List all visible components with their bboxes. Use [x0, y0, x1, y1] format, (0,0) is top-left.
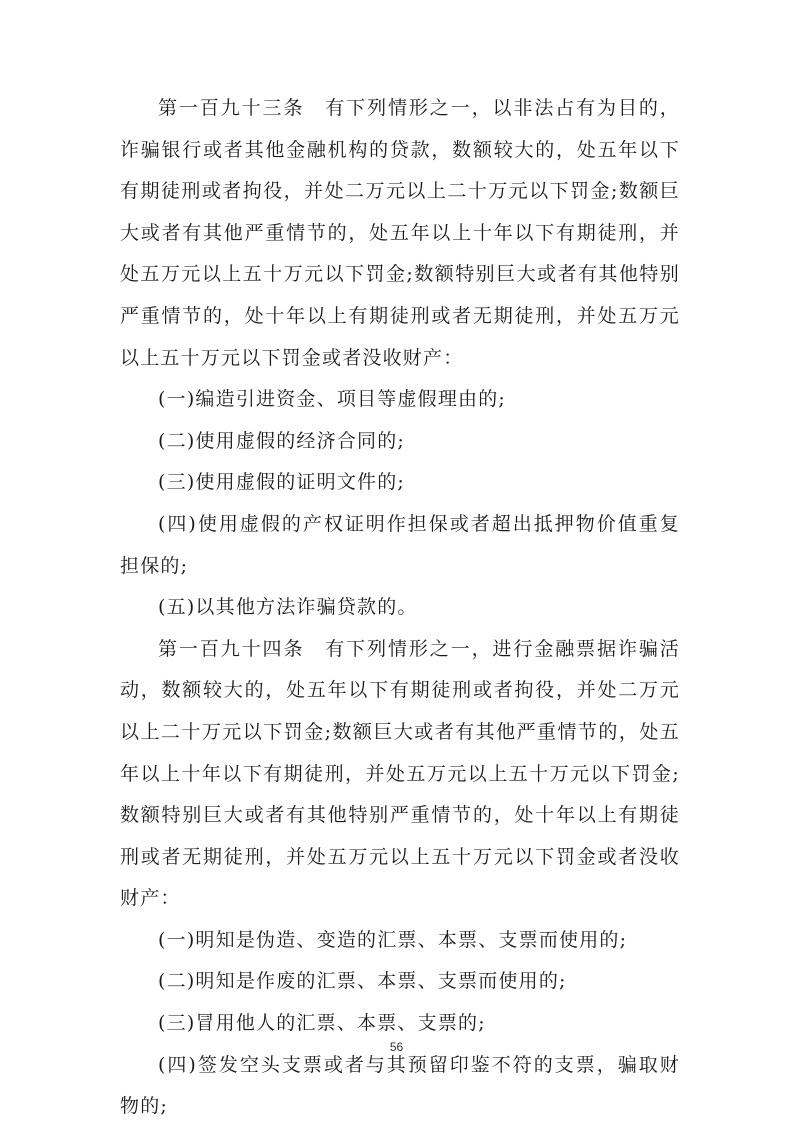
article-193-item-1: (一)编造引进资金、项目等虚假理由的; — [158, 388, 507, 411]
article-194-item-2: (二)明知是作废的汇票、本票、支票而使用的; — [158, 970, 567, 993]
article-193-item-3: (三)使用虚假的证明文件的; — [158, 471, 406, 494]
article-193-item-5: (五)以其他方法诈骗贷款的。 — [158, 596, 418, 619]
article-194-paragraph: 第一百九十四条 有下列情形之一，进行金融票据诈骗活动，数额较大的，处五年以下有期徒刑或者拘役，并处二万元以上二十万元以下罚金;数额巨大或者有其他严重情节的，处五年以上十年以下有期徒刑，并处五万元以上五十万元以下罚金;数额特别巨大或者有其他特别严重情节的，处十年以上有期徒刑或者无期徒刑，并处五万元以上五十万元以下罚金或者没收财产： — [120, 637, 680, 910]
article-193-item-2: (二)使用虚假的经济合同的; — [158, 429, 406, 452]
article-194-item-1: (一)明知是伪造、变造的汇票、本票、支票而使用的; — [158, 928, 628, 951]
article-194-item-4: (四)签发空头支票或者与其预留印鉴不符的支票，骗取财物的; — [120, 1053, 680, 1118]
document-body — [120, 88, 680, 1128]
page-number: 56 — [389, 1040, 404, 1054]
article-193-paragraph: 第一百九十三条 有下列情形之一，以非法占有为目的，诈骗银行或者其他金融机构的贷款，数额较大的，处五年以下有期徒刑或者拘役，并处二万元以上二十万元以下罚金;数额巨大或者有其他严重情节的，处五年以上十年以下有期徒刑，并处五万元以上五十万元以下罚金;数额特别巨大或者有其他特别严重情节的，处十年以上有期徒刑或者无期徒刑，并处五万元以上五十万元以下罚金或者没收财产： — [120, 97, 680, 369]
article-194-item-3: (三)冒用他人的汇票、本票、支票的; — [158, 1012, 486, 1035]
article-193-item-4: (四)使用虚假的产权证明作担保或者超出抵押物价值重复担保的; — [120, 512, 680, 577]
